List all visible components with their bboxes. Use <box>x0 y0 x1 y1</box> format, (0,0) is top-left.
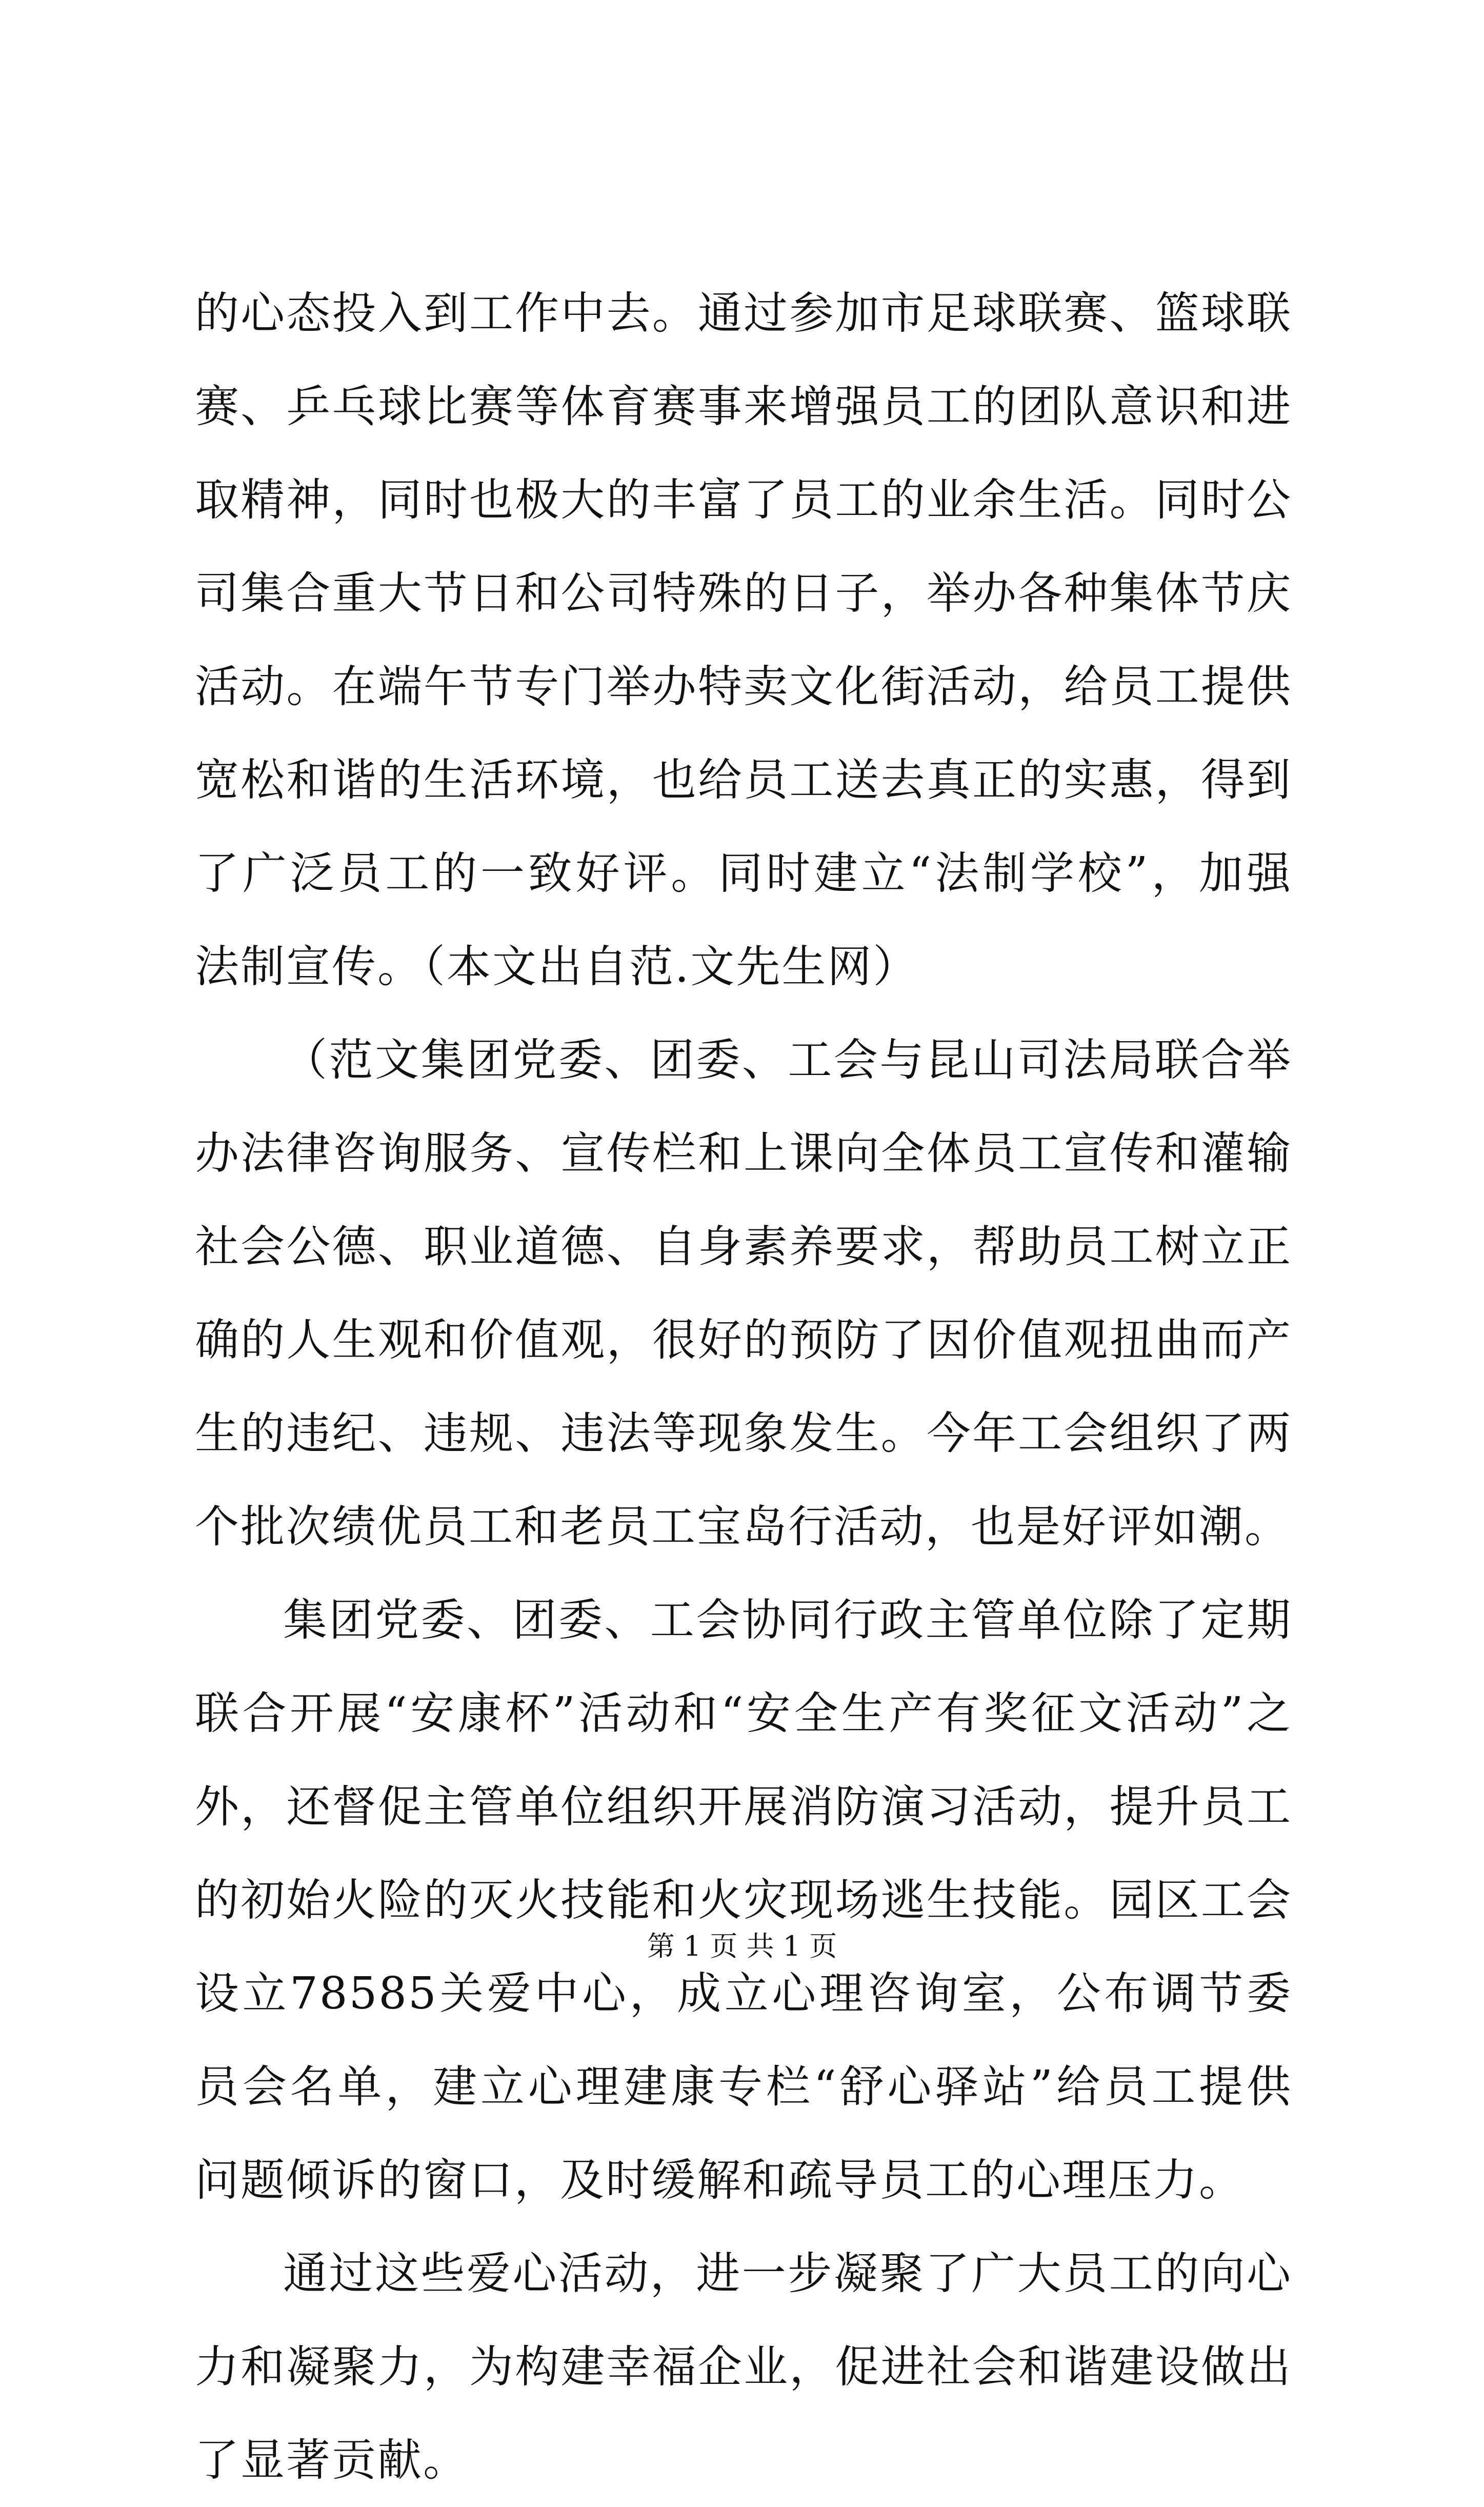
paragraph-3: 集团党委、团委、工会协同行政主管单位除了定期联合开展“安康杯”活动和“安全生产有奖征文活动”之外，还督促主管单位组织开展消防演习活动，提升员工的初始火险的灭火技能和火灾现场逃生技能。园区工会设立78585关爱中心，成立心理咨询室，公布调节委员会名单，建立心理建康专栏“舒心驿站”给员工提供问题倾诉的窗口，及时缓解和疏导员工的心理压力。 <box>195 1595 1292 2206</box>
paragraph-1: 的心态投入到工作中去。通过参加市足球联赛、篮球联赛、乒乓球比赛等体育赛事来增强员工的团队意识和进取精神，同时也极大的丰富了员工的业余生活。同时公司集合重大节日和公司特殊的日子，举办各种集体节庆活动。在端午节专门举办特卖文化街活动，给员工提供宽松和谐的生活环境，也给员工送去真正的实惠，得到了广泛员工的一致好评。同时建立“法制学校”，加强法制宣传。（本文出自范.文先生网） <box>195 288 1292 992</box>
paragraph-2: （范文集团党委、团委、工会与昆山司法局联合举办法律咨询服务、宣传栏和上课向全体员工宣传和灌输社会公德、职业道德、自身素养要求，帮助员工树立正确的人生观和价值观，很好的预防了因价值观扭曲而产生的违纪、违规、违法等现象发生。今年工会组织了两个批次绩优员工和老员工宝岛行活动，也是好评如潮。 <box>195 1034 1292 1553</box>
paragraph-4: 通过这些爱心活动，进一步凝聚了广大员工的向心力和凝聚力，为构建幸福企业，促进社会和谐建设做出了显著贡献。 <box>195 2248 1292 2486</box>
document-body <box>195 267 1292 2507</box>
page-footer: 第 1 页 共 1 页 <box>647 1930 837 1962</box>
